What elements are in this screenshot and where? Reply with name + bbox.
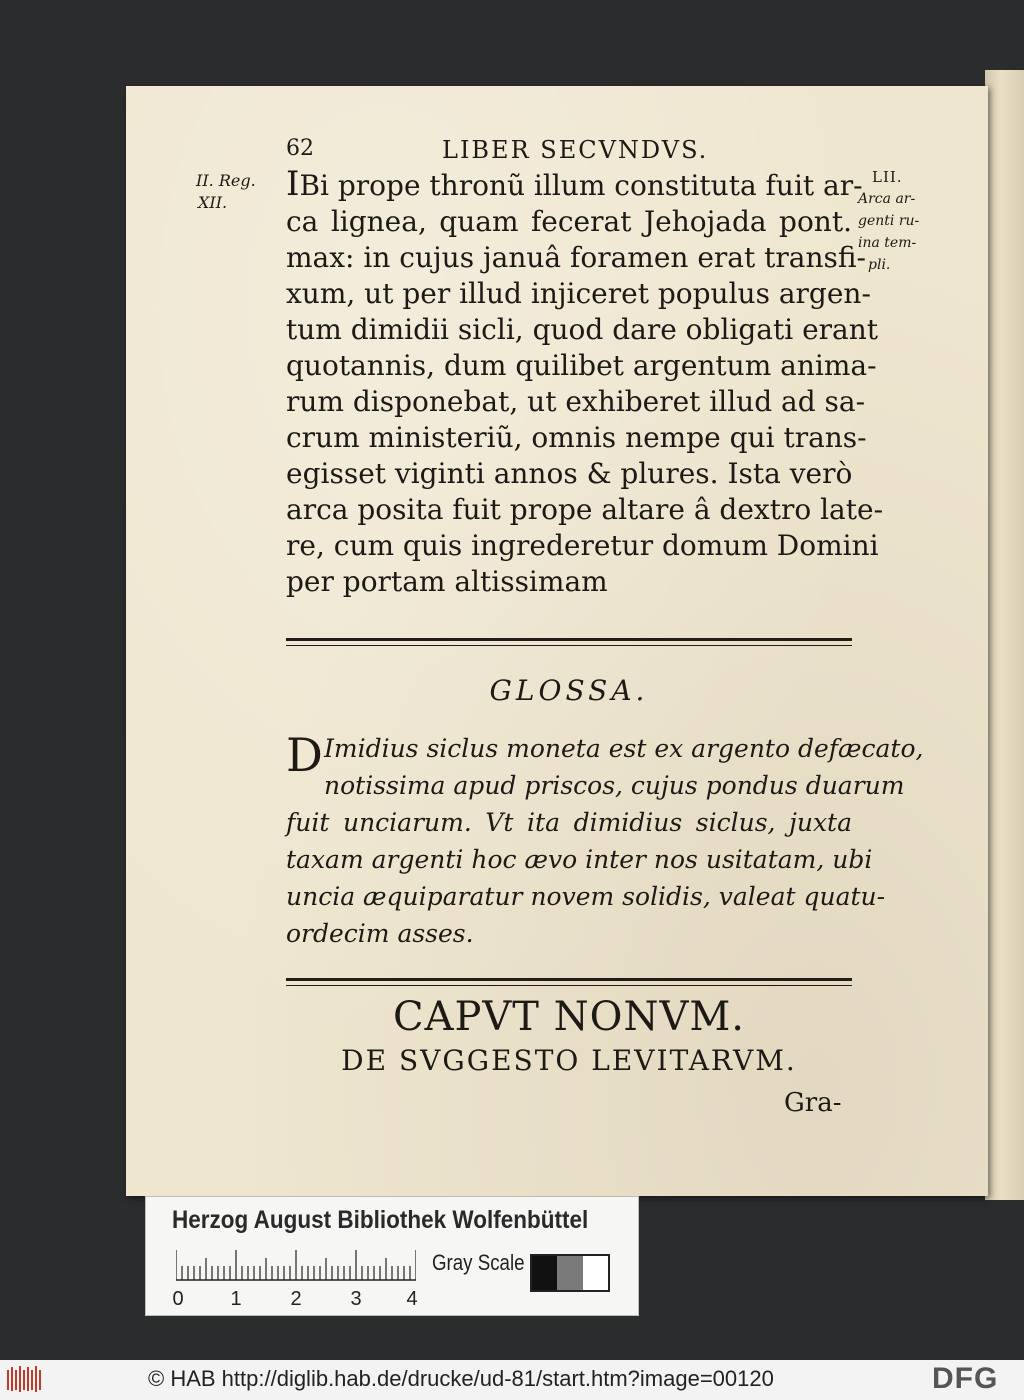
main-text-line: IBi prope thronũ illum constituta fuit ar- (286, 164, 863, 204)
running-head: LIBER SECVNDVS. (442, 136, 709, 164)
gray-scale-swatches (530, 1254, 610, 1292)
margin-note-right-line: genti ru- (858, 213, 920, 229)
margin-note-right-line: Arca ar- (858, 191, 916, 207)
gray-swatch (532, 1256, 557, 1290)
main-text-line: crum ministeriũ, omnis nempe qui trans- (286, 421, 867, 454)
footer-copyright-url: © HAB http://diglib.hab.de/drucke/ud-81/start.htm?image=00120 (148, 1366, 774, 1391)
glossa-line: ordecim asses. (286, 919, 474, 948)
catchword: Gra- (784, 1088, 842, 1118)
main-text-line: xum, ut per illud injiceret populus argen- (286, 277, 871, 310)
section-number: LII. (872, 168, 903, 186)
ruler-label: 3 (350, 1288, 362, 1310)
margin-note-left-line: II. Reg. (196, 171, 256, 190)
chapter-title: CAPVT NONVM. (392, 994, 746, 1040)
library-name: Herzog August Bibliothek Wolfenbüttel (172, 1206, 589, 1234)
dfg-logo: DFG (932, 1362, 999, 1395)
main-text-line: per portam altissimam (286, 565, 608, 598)
margin-note-right-line: pli. (868, 257, 891, 273)
ruler (176, 1248, 416, 1288)
main-text-line: egisset viginti annos & plures. Ista verò (286, 457, 853, 490)
divider-rule (286, 638, 852, 646)
glossa-text (286, 728, 924, 952)
margin-note-left-line: XII. (198, 193, 228, 212)
glossa-title: GLOSSA. (489, 674, 649, 707)
page-header (286, 136, 856, 166)
main-text-line: quotannis, dum quilibet argentum anima- (286, 349, 877, 382)
ruler-label: 4 (406, 1288, 418, 1310)
glossa-line: notissima apud priscos, cujus pondus duarum (324, 771, 905, 800)
ruler-label: 1 (230, 1288, 242, 1310)
page-number: 62 (286, 136, 314, 161)
glossa-line: taxam argenti hoc ævo inter nos usitatam, ubi (286, 845, 873, 874)
dropcap-letter: D (286, 728, 323, 782)
main-text-line: arca posita fuit prope altare â dextro late- (286, 493, 884, 526)
gray-swatch (583, 1256, 608, 1290)
main-text-line: rum disponebat, ut exhiberet illud ad sa- (286, 385, 866, 418)
main-text-line: tum dimidii sicli, quod dare obligati erant (286, 313, 879, 346)
margin-note-right-line: ina tem- (858, 235, 917, 251)
adjacent-page-edge (985, 70, 1024, 1200)
ruler-label: 0 (172, 1288, 184, 1310)
glossa-line: Imidius siclus moneta est ex argento defæcato, (324, 734, 924, 763)
margin-note-left (196, 170, 256, 214)
gray-swatch (557, 1256, 582, 1290)
main-text-line: max: in cujus januâ foramen erat transfi- (286, 241, 867, 274)
gray-scale-label: Gray Scale (432, 1250, 525, 1275)
chapter-subtitle: DE SVGGESTO LEVITARVM. (341, 1044, 797, 1077)
glossa-line: fuit unciarum. Vt ita dimidius siclus, juxta (286, 808, 852, 837)
glossa-line: uncia æquiparatur novem solidis, valeat quatu- (286, 882, 886, 911)
initial-letter: I (286, 164, 300, 204)
divider-rule (286, 978, 852, 986)
ruler-label: 2 (290, 1288, 302, 1310)
barcode-logo-icon (6, 1364, 42, 1394)
main-text-line: re, cum quis ingrederetur domum Domini (286, 529, 879, 562)
main-text-line: ca lignea, quam fecerat Jehojada pont. (286, 205, 852, 238)
margin-note-right (858, 166, 919, 276)
